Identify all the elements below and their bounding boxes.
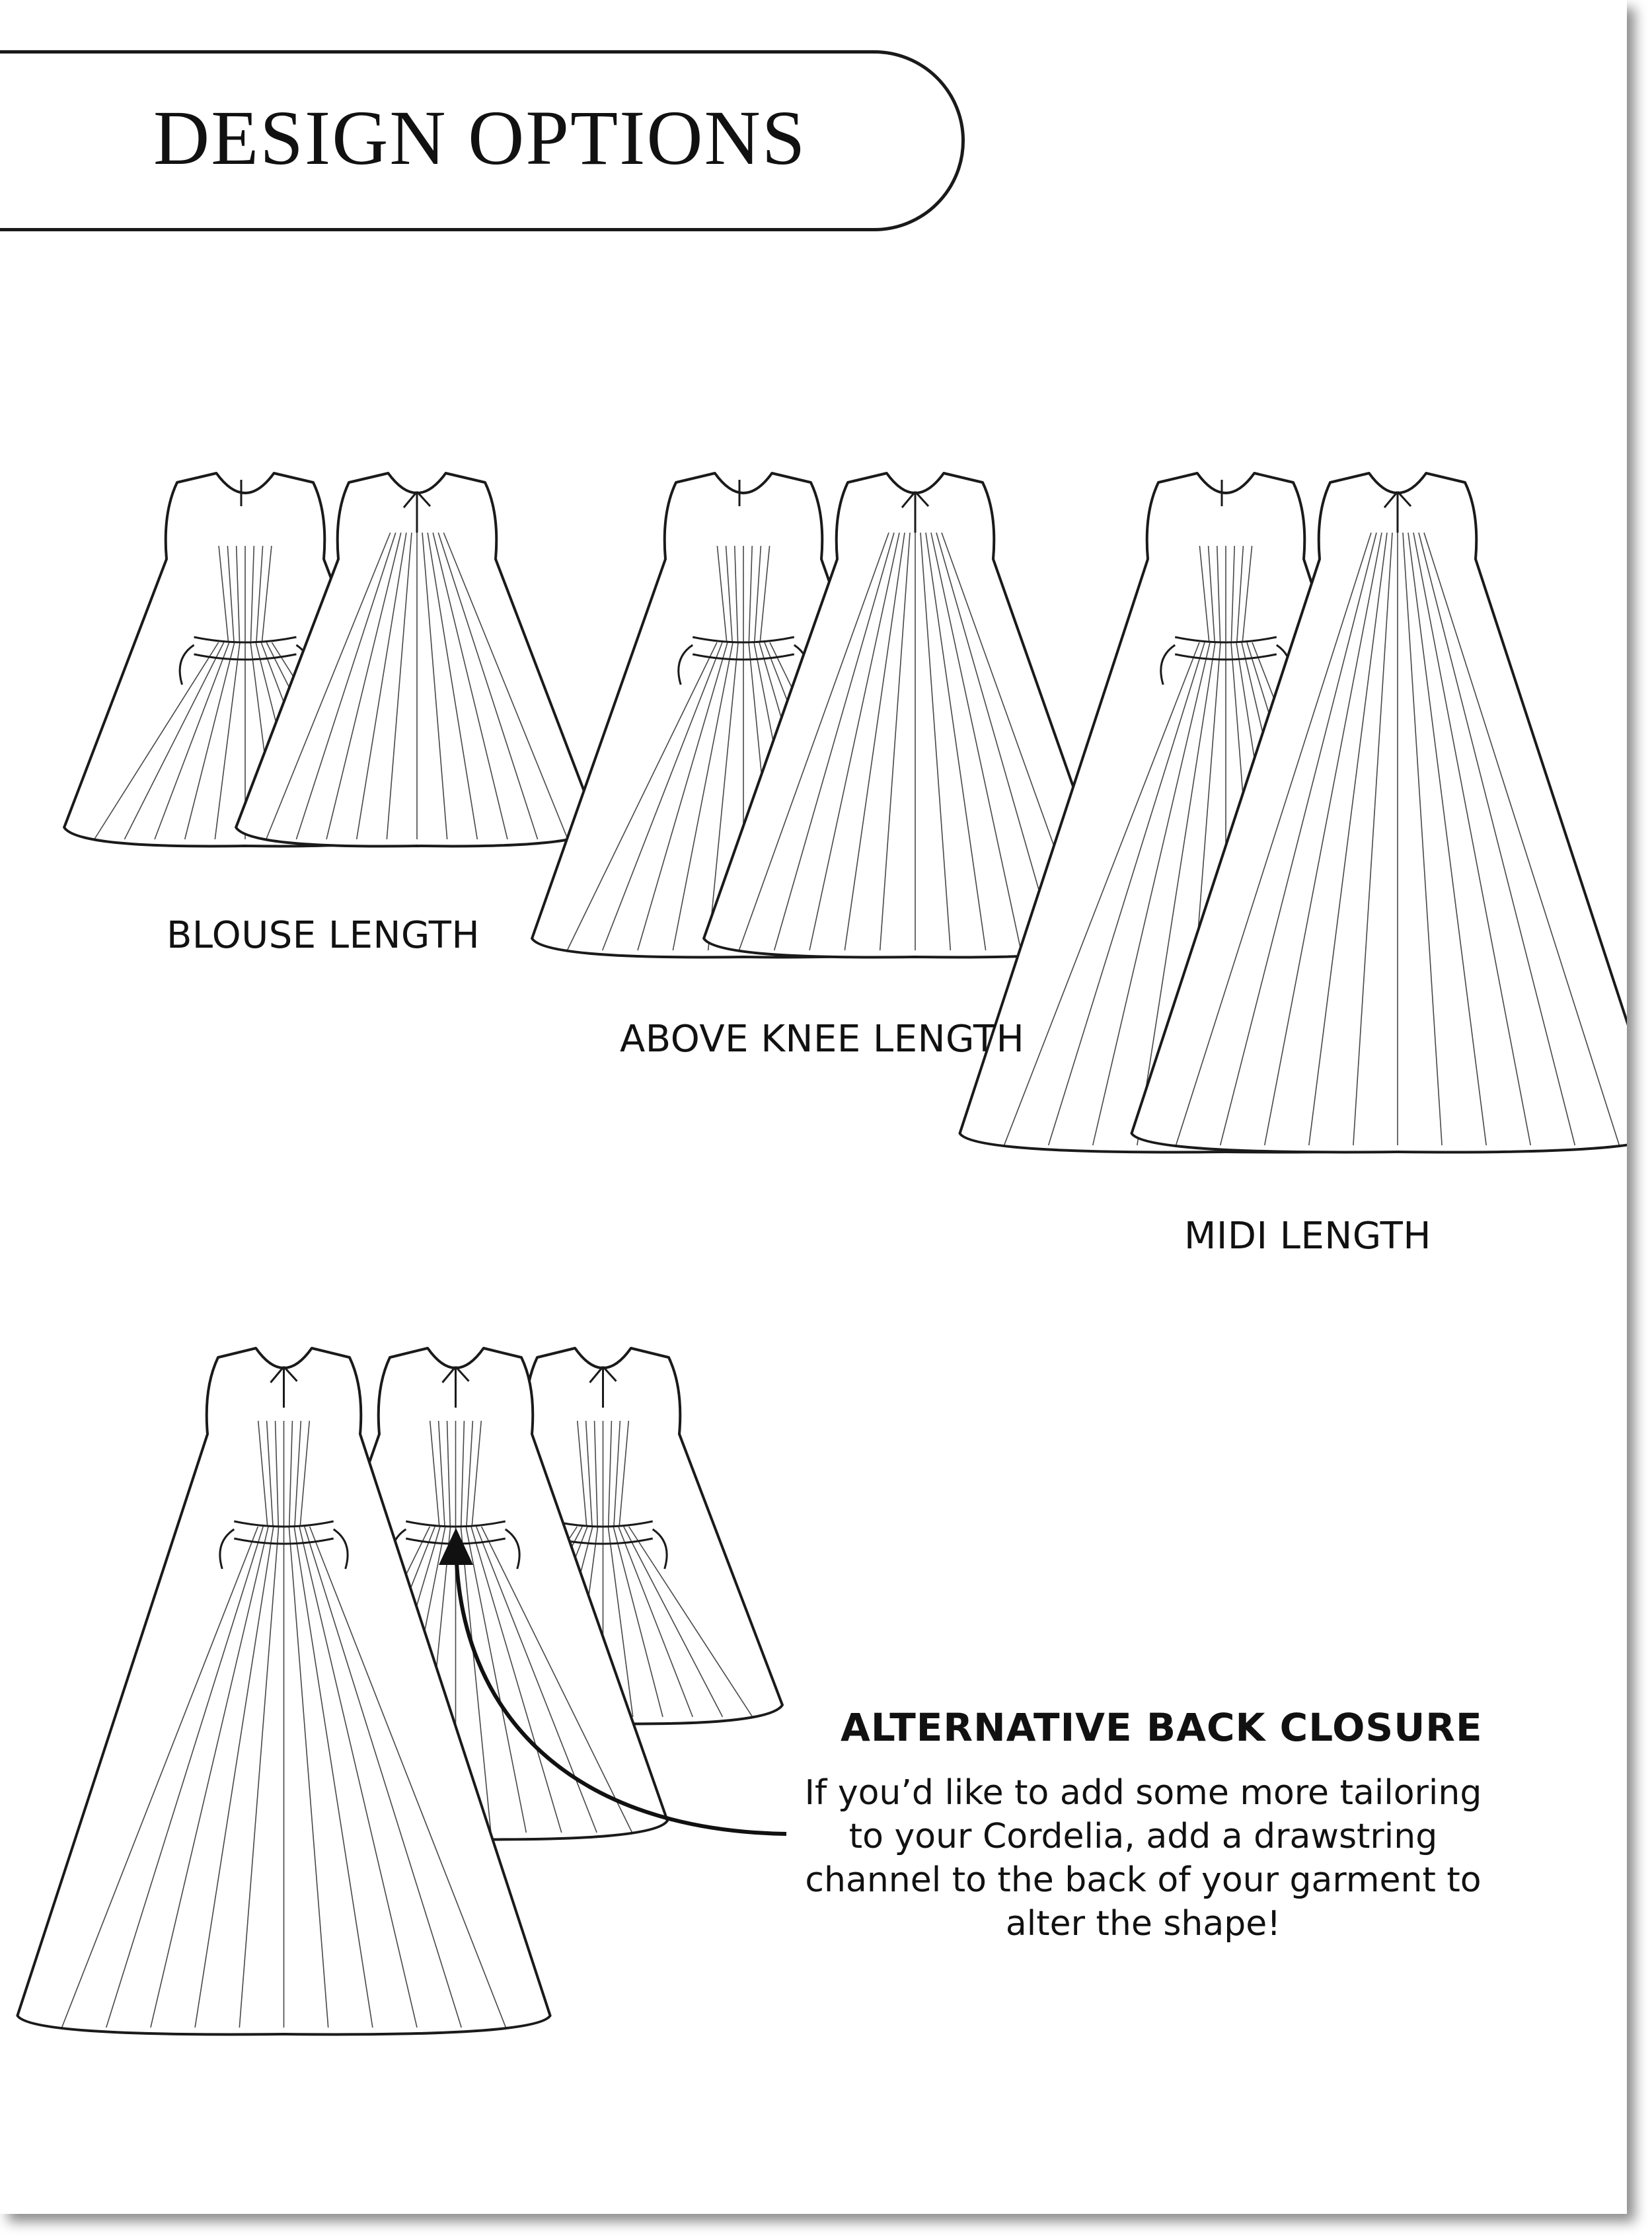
caption-above-knee-length: ABOVE KNEE LENGTH xyxy=(620,1018,1025,1061)
caption-midi-length: MIDI LENGTH xyxy=(1184,1215,1431,1258)
alternative-heading: ALTERNATIVE BACK CLOSURE xyxy=(841,1705,1483,1750)
alternative-description: If you’d like to add some more tailoring to your Cordelia, add a drawstring channel to the back of your garment to alter the shape! xyxy=(804,1773,1482,1944)
caption-blouse-length: BLOUSE LENGTH xyxy=(167,914,480,957)
page-title: DESIGN OPTIONS xyxy=(153,95,807,181)
